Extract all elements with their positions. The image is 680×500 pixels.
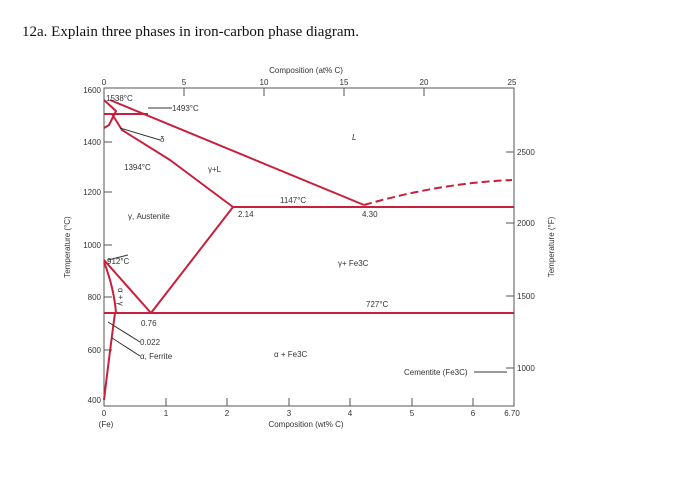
top-axis xyxy=(102,66,517,96)
label-cementite: Cementite (Fe3C) xyxy=(404,368,468,377)
label-0-76: 0.76 xyxy=(141,319,157,328)
label-1394: 1394°C xyxy=(124,163,151,172)
bottom-axis xyxy=(99,398,521,429)
left-tick-1600: 1600 xyxy=(83,86,101,95)
right-tick-1500: 1500 xyxy=(517,292,535,301)
bottom-tick-2: 2 xyxy=(224,409,230,418)
left-tick-1200: 1200 xyxy=(83,188,101,197)
bottom-tick-5: 5 xyxy=(409,409,415,418)
top-tick-10: 10 xyxy=(259,78,269,87)
right-axis-title: Temperature (°F) xyxy=(547,216,556,278)
label-0-022: 0.022 xyxy=(140,338,161,347)
label-alpha-plus-gamma: α + γ xyxy=(116,288,125,306)
liquidus-line xyxy=(110,100,364,205)
top-tick-15: 15 xyxy=(339,78,349,87)
left-tick-800: 800 xyxy=(87,293,101,302)
bottom-origin-label: (Fe) xyxy=(98,420,114,429)
bottom-tick-0: 0 xyxy=(101,409,107,418)
label-delta: δ xyxy=(160,135,165,144)
left-axis xyxy=(63,86,112,405)
top-tick-20: 20 xyxy=(419,78,429,87)
right-tick-2500: 2500 xyxy=(517,148,535,157)
top-tick-5: 5 xyxy=(181,78,187,87)
label-1493: 1493°C xyxy=(172,104,199,113)
label-4-30: 4.30 xyxy=(362,210,378,219)
austenite-solidus-line xyxy=(112,114,233,207)
label-gamma-plus-liquid: γ+L xyxy=(208,165,222,174)
annotation-leaders xyxy=(108,108,507,372)
label-727: 727°C xyxy=(366,300,389,309)
left-tick-400: 400 xyxy=(87,396,101,405)
top-tick-0: 0 xyxy=(101,78,107,87)
left-tick-600: 600 xyxy=(87,346,101,355)
bottom-tick-1: 1 xyxy=(163,409,169,418)
bottom-tick-3: 3 xyxy=(286,409,292,418)
top-axis-title: Composition (at% C) xyxy=(269,66,343,75)
label-liquid: L xyxy=(352,133,357,142)
label-1538: 1538°C xyxy=(106,94,133,103)
acm-line xyxy=(151,207,233,313)
top-tick-25: 25 xyxy=(507,78,517,87)
label-alpha-plus-fe3c: α + Fe3C xyxy=(274,350,308,359)
left-tick-1000: 1000 xyxy=(83,241,101,250)
cementite-liquidus-dashed xyxy=(364,180,512,205)
label-2-14: 2.14 xyxy=(238,210,254,219)
label-austenite: γ, Austenite xyxy=(128,212,170,221)
right-tick-1000: 1000 xyxy=(517,364,535,373)
left-tick-1400: 1400 xyxy=(83,138,101,147)
label-1147: 1147°C xyxy=(280,196,307,205)
alpha-solvus-line xyxy=(104,313,115,400)
bottom-tick-6: 6 xyxy=(470,409,476,418)
question-text: 12a. Explain three phases in iron-carbon phase diagram. xyxy=(22,24,359,40)
bottom-tick-4: 4 xyxy=(347,409,353,418)
label-912: 912°C xyxy=(107,257,130,266)
right-tick-2000: 2000 xyxy=(517,219,535,228)
bottom-axis-title: Composition (wt% C) xyxy=(268,420,344,429)
label-ferrite: α, Ferrite xyxy=(140,352,173,361)
label-gamma-plus-fe3c: γ+ Fe3C xyxy=(338,259,369,268)
alpha-gamma-boundary xyxy=(104,262,116,313)
bottom-tick-6-70: 6.70 xyxy=(504,409,520,418)
left-axis-title: Temperature (°C) xyxy=(63,216,72,278)
